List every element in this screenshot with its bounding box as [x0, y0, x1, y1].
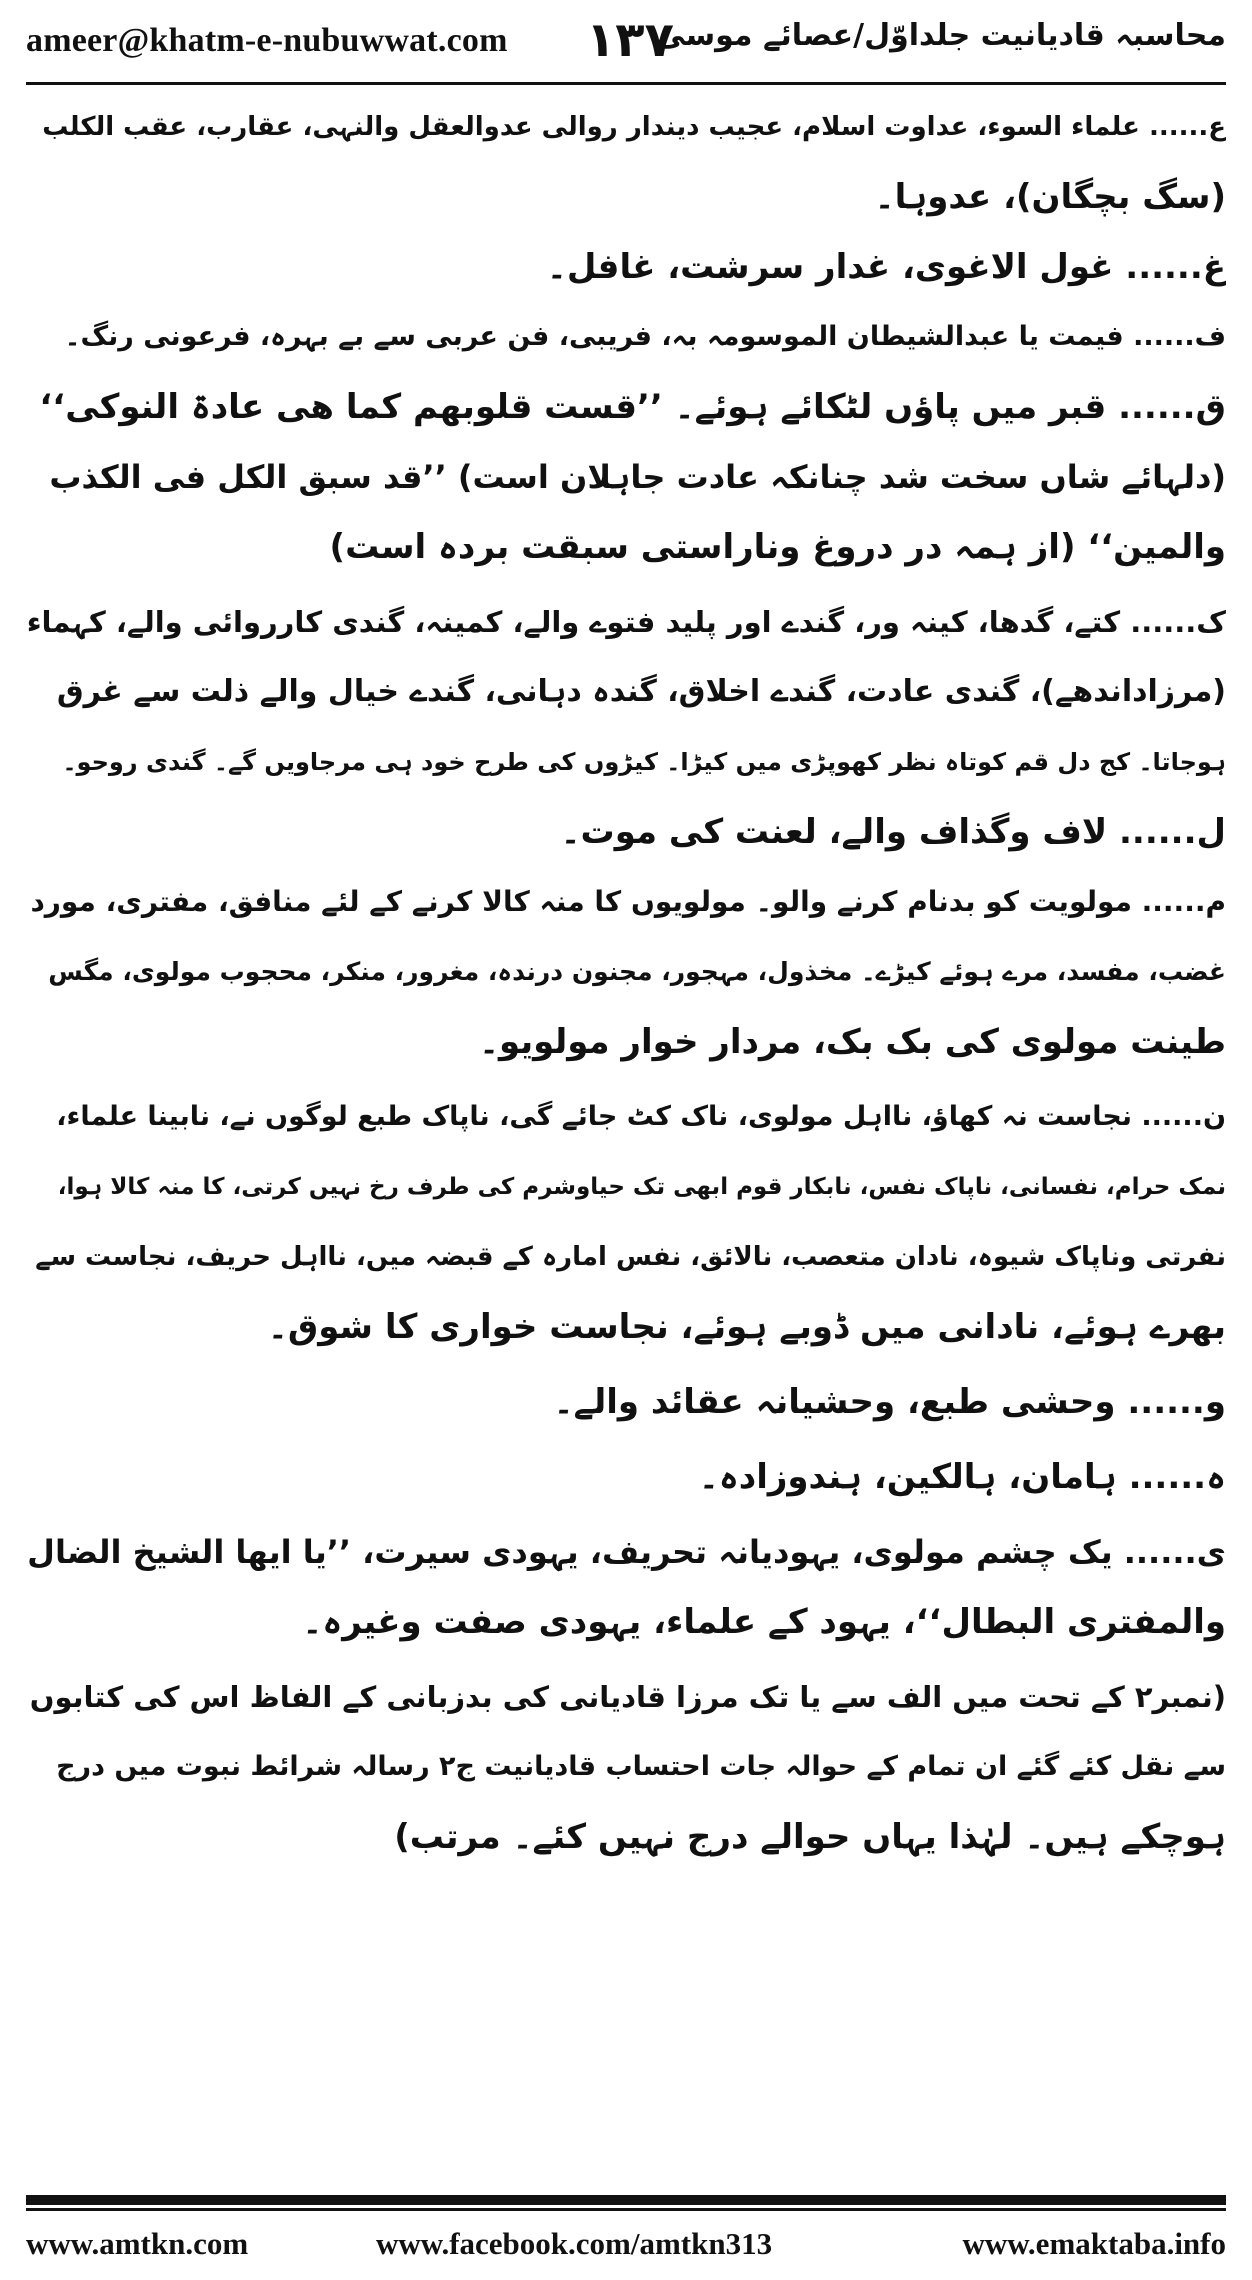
footer-divider-thick: [26, 2195, 1226, 2205]
footer-link-emaktaba[interactable]: www.emaktaba.info: [962, 2226, 1226, 2261]
header-divider: [26, 82, 1226, 85]
text-line: نمک حرام، نفسانی، ناپاک نفس، نابکار قوم ابھی تک حیاوشرم کی طرف رخ نہیں کرتی، کا منہ کالا ہوا،: [57, 1174, 1226, 1200]
text-line: طینت مولوی کی بک بک، مردار خوار مولویو۔: [479, 1022, 1226, 1062]
header-email[interactable]: ameer@khatm-e-nubuwwat.com: [26, 22, 508, 59]
footer-link-facebook[interactable]: www.facebook.com/amtkn313: [376, 2226, 773, 2261]
text-line: غضب، مفسد، مرے ہوئے کیڑے۔ مخذول، مہجور، مجنون درندہ، مغرور، منکر، محجوب مولوی، مگس: [48, 957, 1226, 986]
footer-link-amtkn[interactable]: www.amtkn.com: [26, 2226, 249, 2261]
text-line: ل...... لاف وگذاف والے، لعنت کی موت۔: [560, 812, 1226, 852]
text-line: (سگ بچگان)، عدوہا۔: [874, 177, 1226, 217]
text-line: (مرزاداندھے)، گندی عادت، گندے اخلاق، گندہ دہانی، گندے خیال والے ذلت سے غرق: [56, 674, 1226, 709]
text-line: م...... مولویت کو بدنام کرنے والو۔ مولویوں کا منہ کالا کرنے کے لئے منافق، مفتری، مورد: [30, 885, 1226, 918]
text-line: ف...... فیمت یا عبدالشیطان الموسومہ بہ، فریبی، فن عربی سے بے بہرہ، فرعونی رنگ۔: [64, 321, 1226, 352]
page-number: ۱۳۷: [586, 12, 674, 68]
text-line: ک...... کتے، گدھا، کینہ ور، گندے اور پلید فتوے والے، کمینہ، گندی کارروائی والے، کہماء: [26, 605, 1226, 639]
text-line: والمفتری البطال‘‘، یہود کے علماء، یہودی صفت وغیرہ۔: [302, 1602, 1226, 1642]
book-title: محاسبہ قادیانیت جلداوّل/عصائے موسیٰ: [655, 18, 1226, 53]
text-line: ہ...... ہامان، ہالکین، ہندوزادہ۔: [698, 1457, 1226, 1497]
text-line: ع...... علماء السوء، عداوت اسلام، عجیب دیندار روالی عدوالعقل والنہی، عقارب، عقب الکلب: [42, 112, 1226, 142]
text-line: والمین‘‘ (از ہمہ در دروغ وناراستی سبقت بردہ است): [329, 527, 1226, 567]
text-line: غ...... غول الاغوی، غدار سرشت، غافل۔: [546, 247, 1226, 287]
text-line: نفرتی وناپاک شیوہ، نادان متعصب، نالائق، نفس امارہ کے قبضہ میں، نااہل حریف، نجاست سے: [35, 1242, 1226, 1272]
footer-divider-thin: [26, 2208, 1226, 2211]
page-header: [26, 8, 1226, 78]
text-line: ہوجاتا۔ کج دل قم کوتاہ نظر کھوپڑی میں کیڑا۔ کیڑوں کی طرح خود ہی مرجاویں گے۔ گندی روحو۔: [62, 748, 1226, 776]
text-line: و...... وحشی طبع، وحشیانہ عقائد والے۔: [553, 1382, 1226, 1422]
text-line: (نمبر۲ کے تحت میں الف سے یا تک مرزا قادیانی کی بدزبانی کے الفاظ اس کی کتابوں: [29, 1680, 1226, 1714]
text-line: ی...... یک چشم مولوی، یہودیانہ تحریف، یہودی سیرت، ’’یا ایھا الشیخ الضال: [27, 1533, 1226, 1571]
text-line: بھرے ہوئے، نادانی میں ڈوبے ہوئے، نجاست خواری کا شوق۔: [267, 1307, 1226, 1347]
page-footer: [26, 2222, 1226, 2272]
text-line: ق...... قبر میں پاؤں لٹکائے ہوئے۔ ’’قست قلوبھم کما ھی عادۃ النوکی‘‘: [39, 387, 1226, 427]
text-line: ن...... نجاست نہ کھاؤ، نااہل مولوی، ناک کٹ جائے گی، ناپاک طبع لوگوں نے، نابینا علماء،: [56, 1101, 1226, 1132]
text-line: ہوچکے ہیں۔ لہٰذا یہاں حوالے درج نہیں کئے۔ مرتب): [394, 1817, 1226, 1857]
text-line: سے نقل کئے گئے ان تمام کے حوالہ جات احتساب قادیانیت ج۲ رسالہ شرائط نبوت میں درج: [56, 1751, 1226, 1782]
text-line: (دلہائے شاں سخت شد چنانکہ عادت جاہلان است) ’’قد سبق الکل فی الکذب: [49, 458, 1226, 496]
